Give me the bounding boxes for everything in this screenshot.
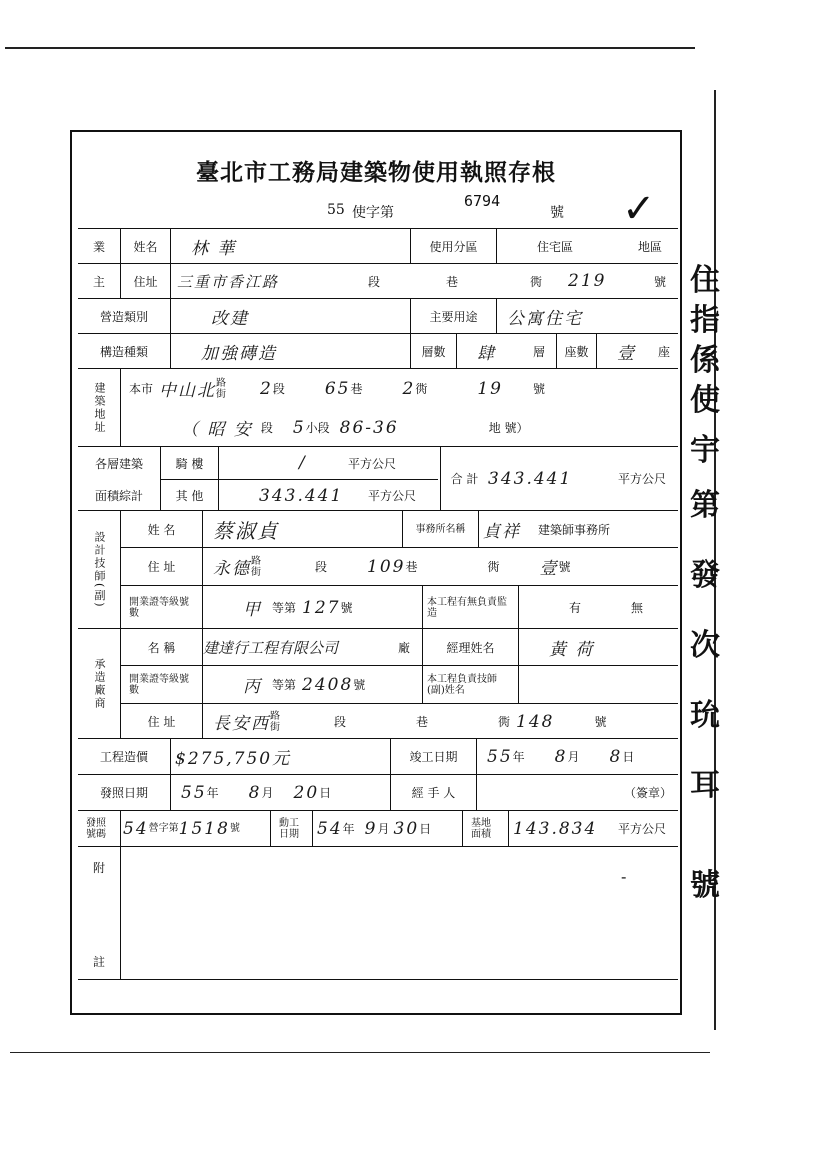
designer-license-no: 127 xyxy=(302,597,341,618)
owner-group-bottom: 主 xyxy=(92,274,105,289)
total-unit: 平方公尺 xyxy=(618,472,667,486)
site-lot: 86-36 xyxy=(339,417,399,438)
contractor-name-suffix: 廠 xyxy=(398,640,411,655)
type-value: 改建 xyxy=(170,299,410,333)
designer-addr-alley: 衖 xyxy=(487,560,500,574)
contractor-addr-alley: 衖 xyxy=(498,715,511,729)
done-day-suffix: 日 xyxy=(622,750,635,764)
supervise-no: 無 xyxy=(631,601,644,615)
build-permit-mid: 營字第 xyxy=(148,823,179,834)
issue-year: 55 xyxy=(181,782,207,803)
designer-label: 設計技師(副) xyxy=(93,530,106,609)
contractor-addr-road: 長安西 xyxy=(213,714,270,734)
zone-label: 使用分區 xyxy=(410,229,496,263)
total-label: 合 計 xyxy=(440,447,488,510)
owner-group-top: 業 xyxy=(92,239,105,254)
build-permit-year: 54 xyxy=(123,818,149,839)
site-seg: 2 xyxy=(260,378,273,399)
start-month: 9 xyxy=(364,818,378,839)
permit-label: 使字第 xyxy=(352,205,394,221)
supervise-yes: 有 xyxy=(569,601,582,615)
office-suffix: 建築師事務所 xyxy=(538,522,611,537)
cost-row xyxy=(78,738,678,774)
struct-value: 加強磚造 xyxy=(170,334,410,368)
designer-addr-lane: 巷 xyxy=(405,560,418,574)
scan-top-line xyxy=(5,47,695,49)
build-permit-suffix: 號 xyxy=(229,823,240,834)
bldgs-label: 座數 xyxy=(556,334,596,368)
bldgs-value: 壹 xyxy=(596,334,656,368)
base-value: 143.834 xyxy=(508,811,618,846)
use-label: 主要用途 xyxy=(410,299,496,333)
contractor-addr-lane: 巷 xyxy=(416,715,429,729)
contractor-addr-road-suffix: 路街 xyxy=(270,710,280,733)
issue-month: 8 xyxy=(248,782,262,803)
permit-suffix: 號 xyxy=(550,205,564,221)
site-row xyxy=(78,368,678,446)
use-value: 公寓住宅 xyxy=(496,299,678,333)
site-district: （ 昭 安 xyxy=(181,420,253,440)
side-char-10: 耳 xyxy=(690,768,720,803)
office-label: 事務所名稱 xyxy=(402,511,478,547)
issue-day: 20 xyxy=(293,782,320,803)
site-road-suffix: 路街 xyxy=(216,377,227,400)
designer-addr-lane-no: 109 xyxy=(367,556,406,577)
contractor-addr-seg: 段 xyxy=(334,715,347,729)
side-char-7: 發 xyxy=(690,558,720,593)
owner-addr-no: 219 xyxy=(568,271,607,291)
permit-form xyxy=(70,130,682,1015)
done-month: 8 xyxy=(554,746,568,767)
form-grid xyxy=(78,228,678,980)
start-day-suffix: 日 xyxy=(419,822,432,836)
tech-name xyxy=(518,665,678,703)
arcade-label: 騎 樓 xyxy=(160,447,218,479)
side-char-9: 玧 xyxy=(690,698,720,733)
side-char-4: 使 xyxy=(690,383,720,418)
issue-row xyxy=(78,774,678,810)
floors-suffix: 層 xyxy=(533,344,546,359)
site-sub: 5 xyxy=(292,417,306,438)
start-label: 動工日期 xyxy=(270,811,312,846)
site-lane-suffix: 巷 xyxy=(350,382,363,396)
base-label: 基地面積 xyxy=(462,811,508,846)
site-lane: 65 xyxy=(324,378,351,399)
start-day: 30 xyxy=(393,818,420,839)
handler-label: 經 手 人 xyxy=(390,775,476,810)
site-sub-suffix: 小段 xyxy=(305,421,330,435)
contractor-label: 承造廠商 xyxy=(93,657,106,710)
issue-day-suffix: 日 xyxy=(319,786,332,800)
side-char-3: 係 xyxy=(690,343,720,378)
owner-addr-label: 住址 xyxy=(120,264,170,298)
build-row xyxy=(78,810,678,846)
contractor-license xyxy=(202,665,422,703)
owner-addr-no-suffix: 號 xyxy=(654,274,667,289)
side-char-5: 宇 xyxy=(690,433,720,468)
designer-block xyxy=(78,510,678,628)
site-alley-suffix: 衖 xyxy=(415,382,428,396)
scan-bottom-line xyxy=(10,1052,710,1053)
owner-addr-alley: 衖 xyxy=(530,274,543,289)
contractor-license-no: 2408 xyxy=(302,674,354,695)
other-value: 343.441 xyxy=(218,479,368,511)
side-char-11: 號 xyxy=(690,868,720,903)
cost-value: $275,750元 xyxy=(170,739,390,774)
build-permit-label: 發照號碼 xyxy=(86,817,106,840)
build-permit-no: 1518 xyxy=(178,818,230,839)
area-label1: 各層建築 xyxy=(94,456,143,471)
contractor-license-mid: 等第 xyxy=(272,678,297,692)
notes-area xyxy=(120,847,678,979)
check-mark: ✓ xyxy=(622,186,656,232)
designer-addr-road-suffix: 路街 xyxy=(251,555,261,578)
site-no: 19 xyxy=(477,378,503,399)
other-unit: 平方公尺 xyxy=(368,479,438,511)
contractor-name-label: 名 稱 xyxy=(120,629,202,665)
notes-label-bottom: 註 xyxy=(92,954,105,969)
side-char-6: 第 xyxy=(690,488,720,523)
form-title: 臺北市工務局建築物使用執照存根 xyxy=(196,159,556,186)
contractor-addr-no-suffix: 號 xyxy=(594,715,607,729)
site-line1 xyxy=(120,369,678,408)
designer-name: 蔡淑貞 xyxy=(202,511,402,547)
tech-label: 本工程負責技師(副)姓名 xyxy=(422,665,518,703)
handler-stamp: （簽章） xyxy=(476,775,678,810)
issue-label: 發照日期 xyxy=(99,786,148,800)
start-month-suffix: 月 xyxy=(377,822,390,836)
issue-month-suffix: 月 xyxy=(261,786,274,800)
notes-row xyxy=(78,846,678,980)
start-date xyxy=(312,811,462,846)
zone-value: 住宅區 xyxy=(496,229,636,263)
done-year: 55 xyxy=(487,746,513,767)
floors-label: 層數 xyxy=(410,334,456,368)
supervise xyxy=(518,585,678,629)
designer-license-grade: 甲 xyxy=(243,600,262,620)
arcade-value: / xyxy=(218,447,338,479)
office-name: 貞祥 xyxy=(478,511,538,547)
build-permit xyxy=(120,811,270,846)
contractor-name: 建達行工程有限公司 xyxy=(202,629,398,665)
contractor-license-grade: 丙 xyxy=(243,677,262,697)
area-label2: 面積綜計 xyxy=(94,488,143,503)
permit-number: 6794 xyxy=(464,192,501,210)
side-char-1: 住 xyxy=(690,263,720,298)
other-label: 其 他 xyxy=(160,479,218,511)
side-char-2: 指 xyxy=(690,303,720,338)
contractor-addr xyxy=(202,703,678,739)
designer-license-suffix: 號 xyxy=(340,601,353,615)
designer-addr xyxy=(202,547,678,585)
designer-name-label: 姓 名 xyxy=(120,511,202,547)
site-label: 建築地址 xyxy=(93,381,106,434)
arcade-unit: 平方公尺 xyxy=(348,456,397,471)
owner-addr-seg: 段 xyxy=(368,274,381,289)
notes-label-top: 附 xyxy=(92,860,105,875)
mgr-label: 經理姓名 xyxy=(422,629,518,665)
designer-license-label: 開業證等級號數 xyxy=(120,585,202,629)
supervise-label: 本工程有無負責監造 xyxy=(422,585,518,629)
notes-mark: - xyxy=(621,867,627,886)
owner-name-row xyxy=(78,228,678,263)
type-label: 營造類別 xyxy=(99,309,148,324)
designer-license xyxy=(202,585,422,629)
designer-addr-label: 住 址 xyxy=(120,547,202,585)
total-value: 343.441 xyxy=(488,468,573,489)
side-char-8: 次 xyxy=(690,628,720,663)
site-no-suffix: 號 xyxy=(533,382,546,396)
done-month-suffix: 月 xyxy=(567,750,580,764)
owner-addr-row xyxy=(78,263,678,298)
base-unit: 平方公尺 xyxy=(618,822,667,836)
done-label: 竣工日期 xyxy=(390,739,476,774)
contractor-addr-no: 148 xyxy=(516,711,555,732)
done-day: 8 xyxy=(609,746,623,767)
designer-addr-no-suffix: 號 xyxy=(558,560,571,574)
contractor-license-label: 開業證等級號數 xyxy=(120,665,202,703)
owner-name-label: 姓名 xyxy=(120,229,170,263)
contractor-addr-label: 住 址 xyxy=(120,703,202,739)
designer-addr-seg: 段 xyxy=(315,560,328,574)
owner-addr-lane: 巷 xyxy=(446,274,459,289)
struct-row xyxy=(78,333,678,368)
floors-value: 肆 xyxy=(456,334,536,368)
zone-suffix: 地區 xyxy=(638,239,663,254)
start-year-suffix: 年 xyxy=(342,822,355,836)
site-seg-suffix: 段 xyxy=(272,382,285,396)
designer-license-mid: 等第 xyxy=(272,601,297,615)
issue-year-suffix: 年 xyxy=(206,786,219,800)
site-lot-suffix: 地 號） xyxy=(488,421,529,435)
done-year-suffix: 年 xyxy=(512,750,525,764)
site-dist-suffix: 段 xyxy=(260,421,273,435)
cost-label: 工程造價 xyxy=(99,750,148,764)
bldgs-suffix: 座 xyxy=(658,344,671,359)
issue-date xyxy=(170,775,390,810)
struct-label: 構造種類 xyxy=(99,344,148,359)
mgr-name: 黃 荷 xyxy=(518,629,678,665)
type-row xyxy=(78,298,678,333)
designer-addr-road: 永德 xyxy=(213,559,251,579)
site-line2 xyxy=(120,408,678,447)
site-alley: 2 xyxy=(402,378,416,399)
site-road: 中山北 xyxy=(159,381,217,401)
start-year: 54 xyxy=(317,818,343,839)
permit-year: 55 xyxy=(327,202,345,218)
owner-addr: 三重市香江路 xyxy=(170,264,350,298)
contractor-license-suffix: 號 xyxy=(353,678,366,692)
site-city: 本市 xyxy=(129,382,154,396)
designer-addr-no: 壹 xyxy=(539,559,559,579)
contractor-block xyxy=(78,628,678,738)
done-date xyxy=(476,739,678,774)
area-row xyxy=(78,446,678,510)
owner-name: 林 華 xyxy=(170,229,410,263)
